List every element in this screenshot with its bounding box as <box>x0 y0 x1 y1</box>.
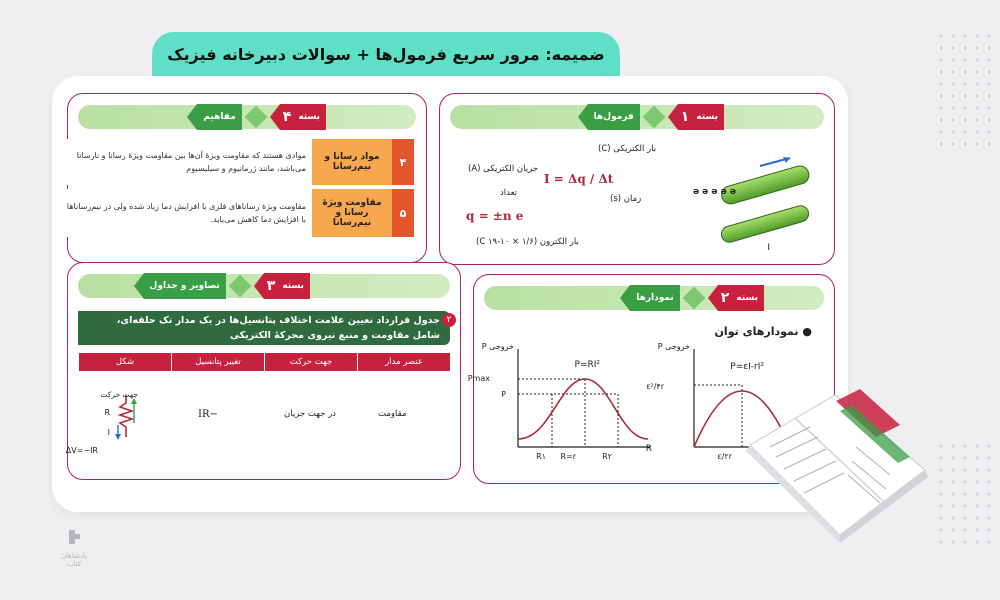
concept-row <box>60 139 414 185</box>
time-label: زمان (s) <box>610 194 642 204</box>
tag-arrow <box>254 273 264 299</box>
cell-change: −IR <box>198 409 218 420</box>
concept-description: موادی هستند که مقاومت ویژهٔ آن‌ها بین مقاومت ویژهٔ رسانا و نارسانا می‌باشد، مانند ژرمانیوم و سیلیسیوم <box>60 139 312 185</box>
header-direction: جهت حرکت <box>264 353 357 371</box>
power-curve <box>518 379 648 439</box>
tag-arrow <box>708 285 718 311</box>
tag-diamond-icon <box>228 275 251 298</box>
table-header <box>78 353 450 371</box>
tag-diamond-icon <box>682 287 705 310</box>
tag-arrow <box>270 104 280 130</box>
concept-term: مواد رسانا و نیم‌رسانا <box>312 139 392 185</box>
tag-number: ۱ <box>678 104 693 130</box>
page-title-banner <box>152 32 620 76</box>
formula-charge: q = ±n e <box>466 209 524 223</box>
panel-concepts <box>67 93 427 263</box>
header-figure: شکل <box>78 353 171 371</box>
panel-tag <box>134 273 310 299</box>
tag-number: ۲ <box>718 285 733 311</box>
question-box: جدول قرارداد تعیین علامت اختلاف پتانسیل‌ها در یک مدار تک حلقه‌ای، شامل مقاومت و منبع نیروی محرکهٔ الکتریکی <box>78 311 450 345</box>
fig-i-label: I <box>107 428 110 437</box>
tick-rr: R=r <box>560 452 576 461</box>
tick-r1: R۱ <box>536 452 546 461</box>
panel-tag <box>620 285 764 311</box>
question-number: ۲ <box>442 313 456 327</box>
tag-number: ۴ <box>280 104 295 130</box>
tag-label: بسته <box>692 104 724 130</box>
resistor-symbol <box>120 395 132 437</box>
panel-tables <box>67 262 461 480</box>
concept-term: مقاومت ویژهٔ رسانا و نیم‌رسانا <box>312 189 392 237</box>
current-arrow-head <box>115 434 121 440</box>
book-page <box>750 395 925 535</box>
current-label: جریان الکتریکی (A) <box>468 164 539 174</box>
tag-title: تصاویر و جداول <box>144 273 226 299</box>
tag-arrow <box>578 104 588 130</box>
graph-power-vs-resistance <box>467 339 660 464</box>
brand-logo-text: پادشاهان کتاب <box>60 552 88 568</box>
tag-label: بسته <box>294 104 326 130</box>
tag-number: ۳ <box>264 273 279 299</box>
section-title: ● نمودارهای توان <box>714 325 812 338</box>
left-formula: P=RI² <box>574 360 600 370</box>
electron-label: بار الکترون (C ۱۹-۱۰ × ۱/۶) <box>476 237 579 247</box>
count-label: تعداد <box>500 188 518 198</box>
concept-number: ۵ <box>392 189 414 237</box>
ytick-max: ε²/۴r <box>646 382 664 391</box>
tag-title: مفاهیم <box>197 104 241 130</box>
tag-arrow <box>620 285 630 311</box>
fig-direction-label: جهت حرکت <box>100 390 138 399</box>
fig-r-label: R <box>104 408 110 417</box>
book-illustration <box>740 385 930 555</box>
panel-formulas <box>439 93 835 265</box>
brand-logo-icon <box>63 528 85 550</box>
tag-title: فرمول‌ها <box>588 104 640 130</box>
pmax-label: Pmax <box>467 374 490 383</box>
wire-signs: ə ə ə ə ə <box>692 187 736 197</box>
header-change: تغییر پتانسیل <box>171 353 264 371</box>
wire-current-label: I <box>767 243 770 253</box>
right-formula: P=εI-rI² <box>730 362 764 372</box>
tag-title: نمودارها <box>630 285 680 311</box>
cell-direction: در جهت جریان <box>284 409 336 419</box>
y-axis-label: خروجی P <box>481 342 514 351</box>
tick-r2: R۲ <box>602 452 612 461</box>
tag-diamond-icon <box>244 106 267 129</box>
fig-dv-label: ΔV=−IR <box>65 446 98 455</box>
wire-top <box>720 164 811 206</box>
xtick-half: ε/۲r <box>717 452 732 461</box>
y-axis-label: خروجی P <box>657 342 690 351</box>
tag-label: بسته <box>732 285 764 311</box>
panel-tag <box>187 104 326 130</box>
p-label: P <box>501 390 506 399</box>
formula-current: I = Δq / Δt <box>544 172 614 186</box>
panel-tag <box>578 104 724 130</box>
tag-label: بسته <box>278 273 310 299</box>
brand-logo <box>54 528 94 568</box>
decor-dots-bottom <box>935 440 995 550</box>
cell-element: مقاومت <box>378 409 407 419</box>
tag-arrow <box>668 104 678 130</box>
decor-dots-top <box>935 30 995 150</box>
resistor-figure <box>65 383 176 463</box>
concept-description: مقاومت ویژهٔ رساناهای فلزی با افزایش دما زیاد شده ولی در نیم‌رساناها با افزایش دما کاهش می‌یابد. <box>60 189 312 237</box>
tag-arrow <box>134 273 144 299</box>
tag-diamond-icon <box>642 106 665 129</box>
charge-label: بار الکتریکی (C) <box>598 144 657 154</box>
header-element: عنصر مدار <box>357 353 450 371</box>
concept-row <box>60 189 414 237</box>
x-axis-label: R <box>645 444 652 454</box>
wire-illustration <box>692 154 820 254</box>
section-title-text: نمودارهای توان <box>714 325 799 338</box>
tag-arrow <box>187 104 197 130</box>
page-title: ضمیمه: مرور سریع فرمول‌ها + سوالات دبیرخانه فیزیک <box>167 44 605 64</box>
wire-bottom <box>720 204 811 244</box>
content-board <box>52 76 848 512</box>
concept-number: ۴ <box>392 139 414 185</box>
